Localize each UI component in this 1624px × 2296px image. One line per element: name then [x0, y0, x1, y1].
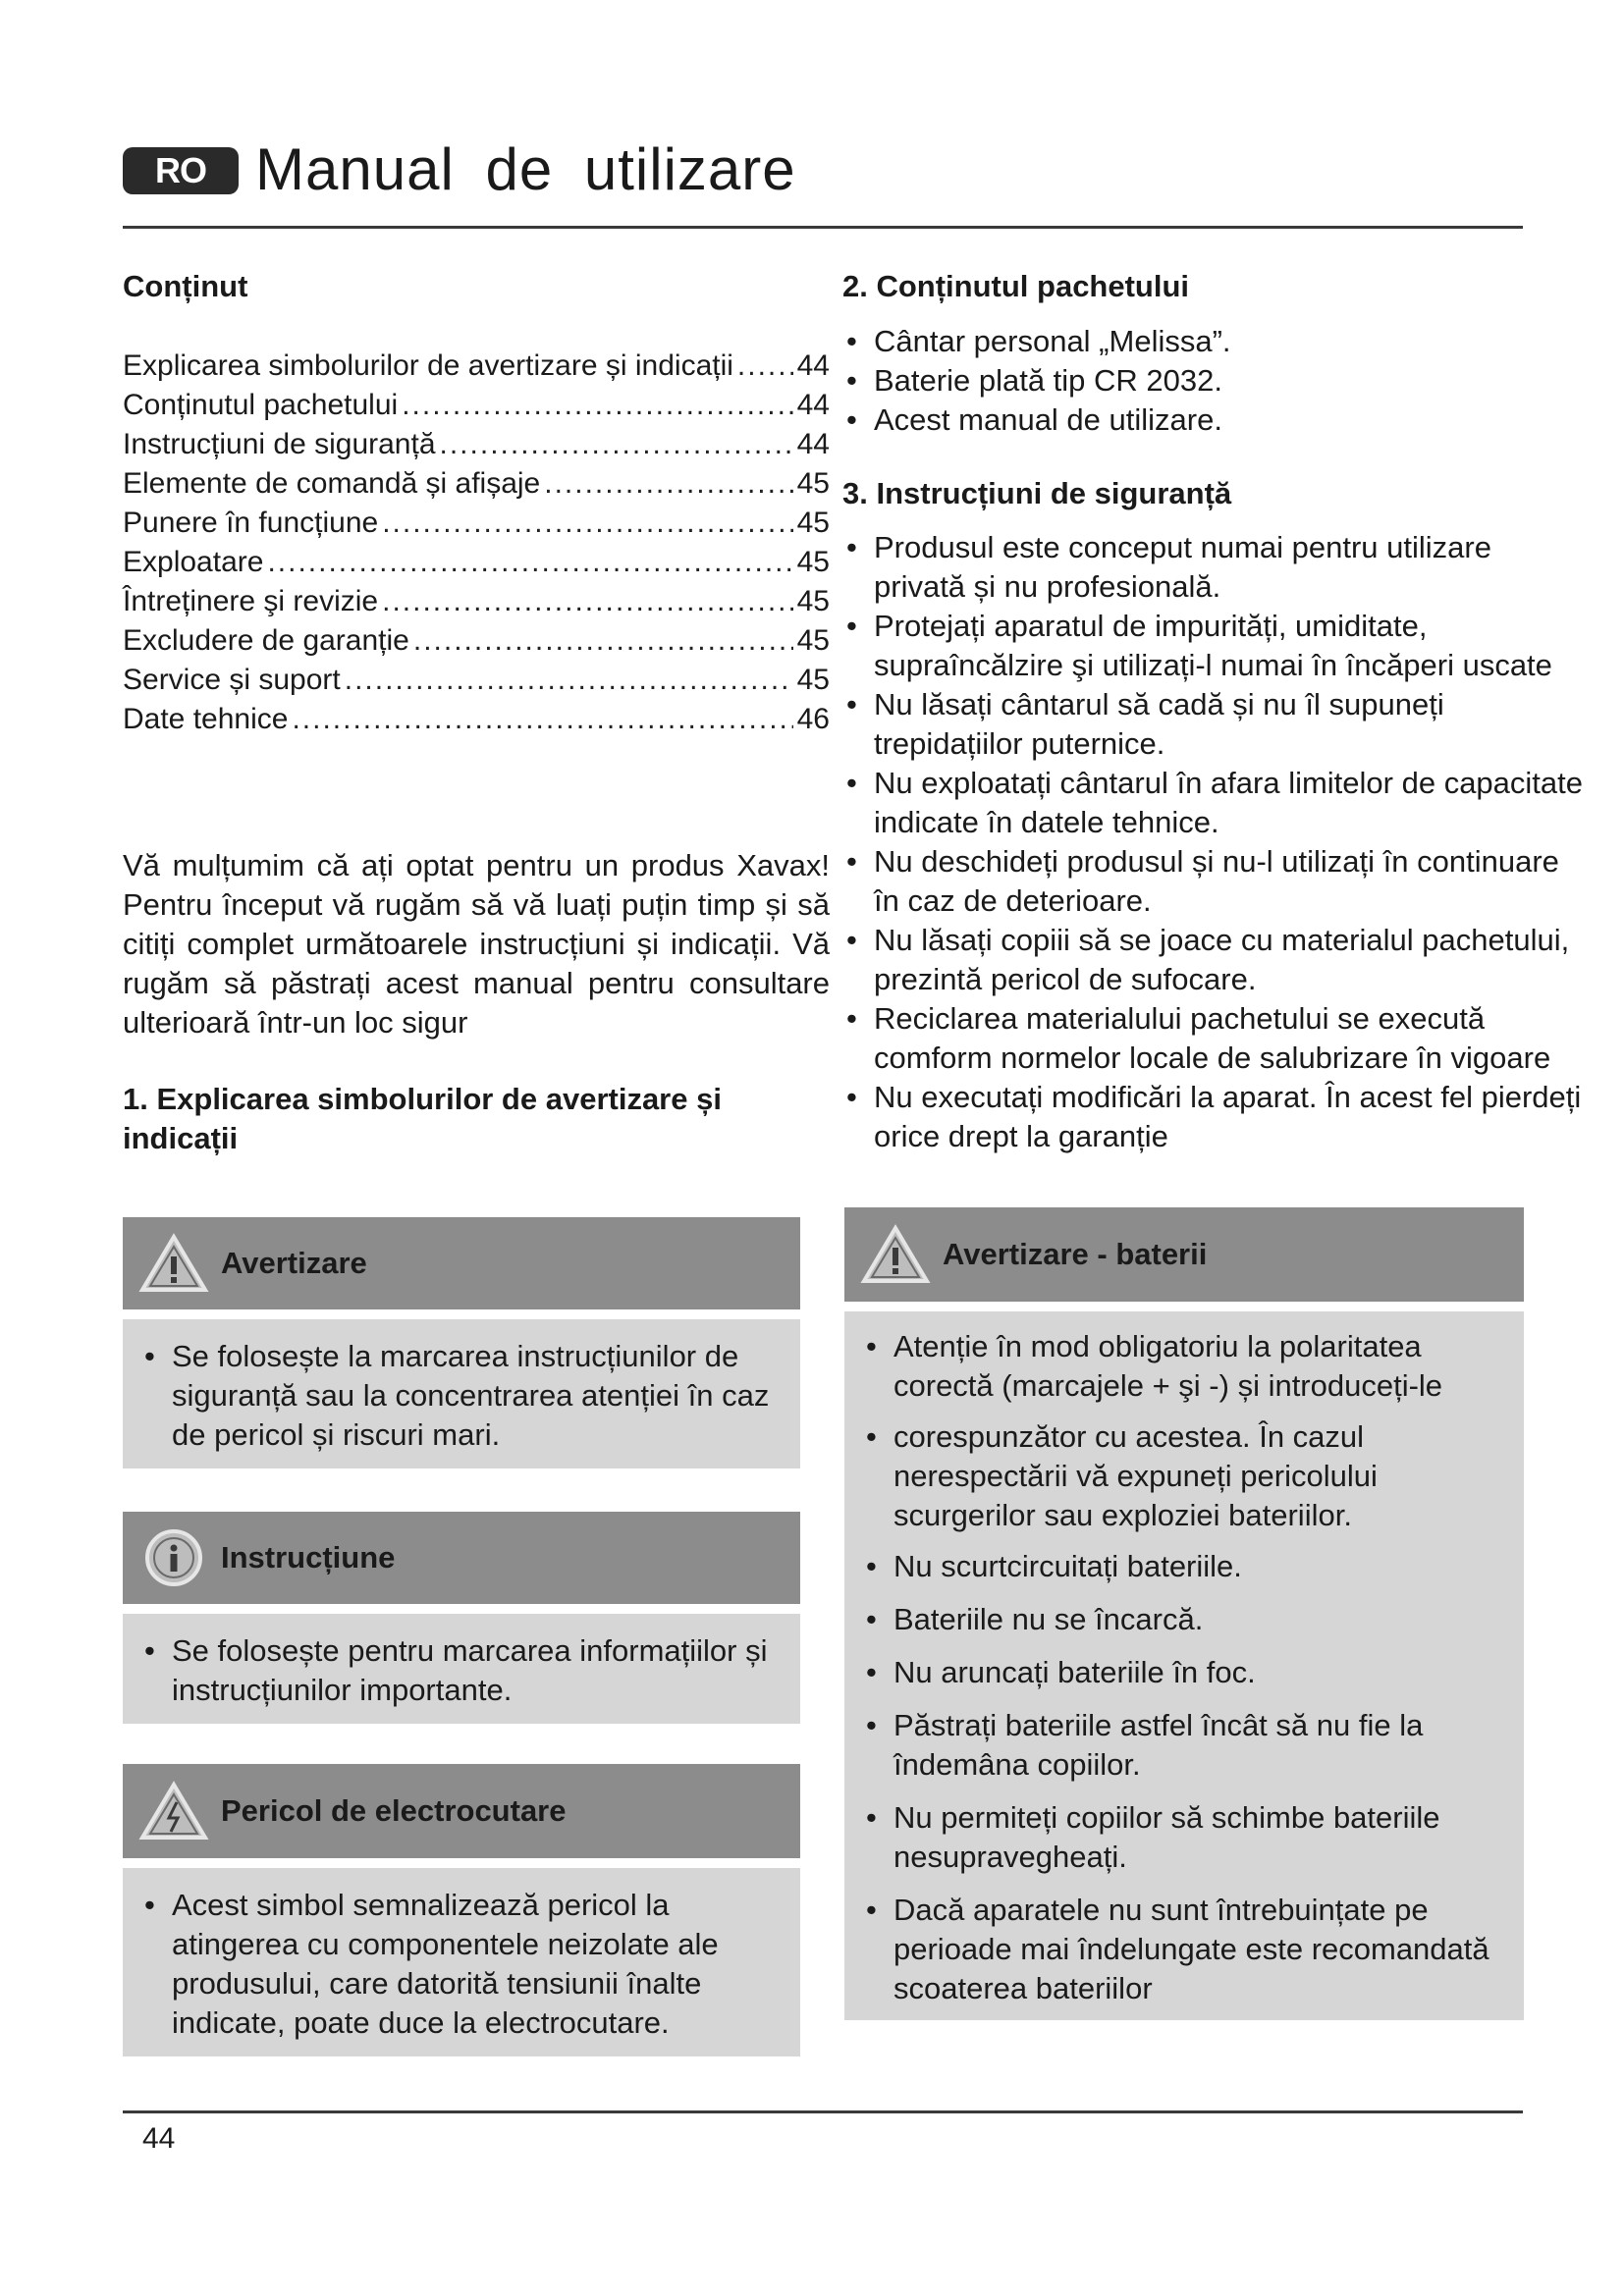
- list-item: • Acest simbol semnalizează pericol la atingerea cu componentele neizolate ale produsului, care datorită tensiunii înalte indicate, poate duce la electrocutare.: [140, 1886, 781, 2043]
- table-of-contents: [123, 344, 830, 736]
- toc-entry-label: Punere în funcțiune: [123, 507, 379, 539]
- toc-entry-label: Excludere de garanție: [123, 624, 409, 657]
- page-title: Manual de utilizare: [255, 136, 796, 202]
- toc-entry-page: 45: [796, 585, 830, 617]
- toc-entry-page: 44: [796, 428, 830, 460]
- list-item: • Nu deschideți produsul și nu-l utilizați în continuare în caz de deterioare.: [842, 842, 1589, 921]
- warning-box-header: [123, 1217, 800, 1309]
- toc-entry-label: Explicarea simbolurilor de avertizare și indicații: [123, 349, 733, 382]
- list-item: • Reciclarea materialului pachetului se execută comform normelor locale de salubrizare în vigoare: [842, 999, 1589, 1078]
- section-2-heading: 2. Conținutul pachetului: [842, 269, 1190, 303]
- toc-entry[interactable]: [123, 383, 830, 422]
- list-item: • corespunzător cu acestea. În cazul nerespectării vă expuneți pericolului scurgerilor sau exploziei bateriilor.: [862, 1417, 1520, 1535]
- list-item: • Dacă aparatele nu sunt întrebuințate pe perioade mai îndelungate este recomandată scoaterea bateriilor: [862, 1891, 1520, 2008]
- toc-entry[interactable]: [123, 658, 830, 697]
- list-item: • Se folosește pentru marcarea informațiilor și instrucțiunilor importante.: [140, 1631, 781, 1710]
- list-item: • Nu lăsați copiii să se joace cu materialul pachetului, prezintă pericol de sufocare.: [842, 921, 1589, 999]
- list-item: • Nu executați modificări la aparat. În acest fel pierdeți orice drept la garanție: [842, 1078, 1589, 1156]
- battery-warning-box-header: [844, 1207, 1524, 1302]
- header-divider: [123, 226, 1523, 229]
- page-number: 44: [142, 2122, 176, 2155]
- list-item: • Păstrați bateriile astfel încât să nu fie la îndemâna copiilor.: [862, 1706, 1520, 1785]
- toc-entry[interactable]: [123, 461, 830, 501]
- toc-entry[interactable]: [123, 540, 830, 579]
- section-3-heading: 3. Instrucțiuni de siguranță: [842, 476, 1232, 510]
- toc-entry-label: Instrucțiuni de siguranță: [123, 428, 436, 460]
- toc-entry-label: Elemente de comandă și afișaje: [123, 467, 541, 500]
- warning-triangle-icon: [860, 1224, 931, 1285]
- toc-entry[interactable]: [123, 579, 830, 618]
- info-box: [123, 1512, 800, 1724]
- list-item: • Se folosește la marcarea instrucțiunilor de siguranță sau la concentrarea atenției în caz de pericol și riscuri mari.: [140, 1337, 781, 1455]
- toc-entry-page: 45: [796, 664, 830, 696]
- toc-entry-page: 45: [796, 624, 830, 657]
- electric-hazard-box-body: [123, 1868, 800, 2056]
- footer-divider: [123, 2110, 1523, 2113]
- toc-entry-label: Service și suport: [123, 664, 341, 696]
- toc-entry-label: Conținutul pachetului: [123, 389, 399, 421]
- list-item: • Acest manual de utilizare.: [842, 400, 1510, 440]
- electric-hazard-box-title: Pericol de electrocutare: [221, 1793, 567, 1828]
- toc-entry-label: Întreținere şi revizie: [123, 585, 379, 617]
- warning-box: [123, 1217, 800, 1468]
- toc-entry-page: 46: [796, 703, 830, 735]
- toc-entry-page: 45: [796, 467, 830, 500]
- toc-entry[interactable]: [123, 344, 830, 383]
- warning-box-body: [123, 1319, 800, 1468]
- list-item: • Atenție în mod obligatoriu la polaritatea corectă (marcajele + şi -) și introduceți-le: [862, 1327, 1520, 1406]
- package-contents-list: [842, 322, 1510, 440]
- info-box-body: [123, 1614, 800, 1724]
- battery-warning-box-body: [844, 1311, 1524, 2020]
- safety-instructions-list: [842, 528, 1589, 1156]
- list-item: • Nu aruncați bateriile în foc.: [862, 1653, 1520, 1692]
- electric-hazard-icon: [138, 1781, 209, 1842]
- info-circle-icon: [138, 1527, 209, 1588]
- toc-entry[interactable]: [123, 697, 830, 736]
- electric-hazard-box: [123, 1764, 800, 2056]
- warning-triangle-icon: [138, 1233, 209, 1294]
- toc-entry-label: Exploatare: [123, 546, 264, 578]
- intro-paragraph: Vă mulțumim că ați optat pentru un produs Xavax! Pentru început vă rugăm să vă luați puțin timp și să citiți complet următoarele instrucțiuni și indicații. Vă rugăm să păstrați acest manual pentru consultare ulterioară într-un loc sigur: [123, 848, 830, 1040]
- toc-entry-page: 45: [796, 507, 830, 539]
- list-item: • Bateriile nu se încarcă.: [862, 1600, 1520, 1639]
- toc-entry[interactable]: [123, 618, 830, 658]
- toc-entry-page: 44: [796, 389, 830, 421]
- toc-heading: Conținut: [123, 269, 248, 303]
- language-badge: RO: [123, 147, 239, 194]
- toc-entry-label: Date tehnice: [123, 703, 289, 735]
- toc-entry-page: 44: [796, 349, 830, 382]
- section-1-heading: 1. Explicarea simbolurilor de avertizare și indicații: [123, 1082, 722, 1155]
- list-item: • Cântar personal „Melissa”.: [842, 322, 1510, 361]
- list-item: • Produsul este conceput numai pentru utilizare privată și nu profesională.: [842, 528, 1589, 607]
- battery-warning-box: [844, 1207, 1524, 2020]
- toc-entry[interactable]: [123, 501, 830, 540]
- list-item: • Baterie plată tip CR 2032.: [842, 361, 1510, 400]
- info-box-header: [123, 1512, 800, 1604]
- list-item: • Nu exploatați cântarul în afara limitelor de capacitate indicate în datele tehnice.: [842, 764, 1589, 842]
- battery-warning-box-title: Avertizare - baterii: [943, 1237, 1208, 1271]
- info-box-title: Instrucțiune: [221, 1540, 396, 1575]
- toc-entry-page: 45: [796, 546, 830, 578]
- list-item: • Nu lăsați cântarul să cadă și nu îl supuneți trepidațiilor puternice.: [842, 685, 1589, 764]
- toc-entry[interactable]: [123, 422, 830, 461]
- warning-box-title: Avertizare: [221, 1246, 367, 1280]
- list-item: • Nu permiteți copiilor să schimbe bateriile nesupravegheați.: [862, 1798, 1520, 1877]
- electric-hazard-box-header: [123, 1764, 800, 1858]
- list-item: • Protejați aparatul de impurități, umiditate, supraîncălzire şi utilizați-l numai în încăperi uscate: [842, 607, 1589, 685]
- list-item: • Nu scurtcircuitați bateriile.: [862, 1547, 1520, 1586]
